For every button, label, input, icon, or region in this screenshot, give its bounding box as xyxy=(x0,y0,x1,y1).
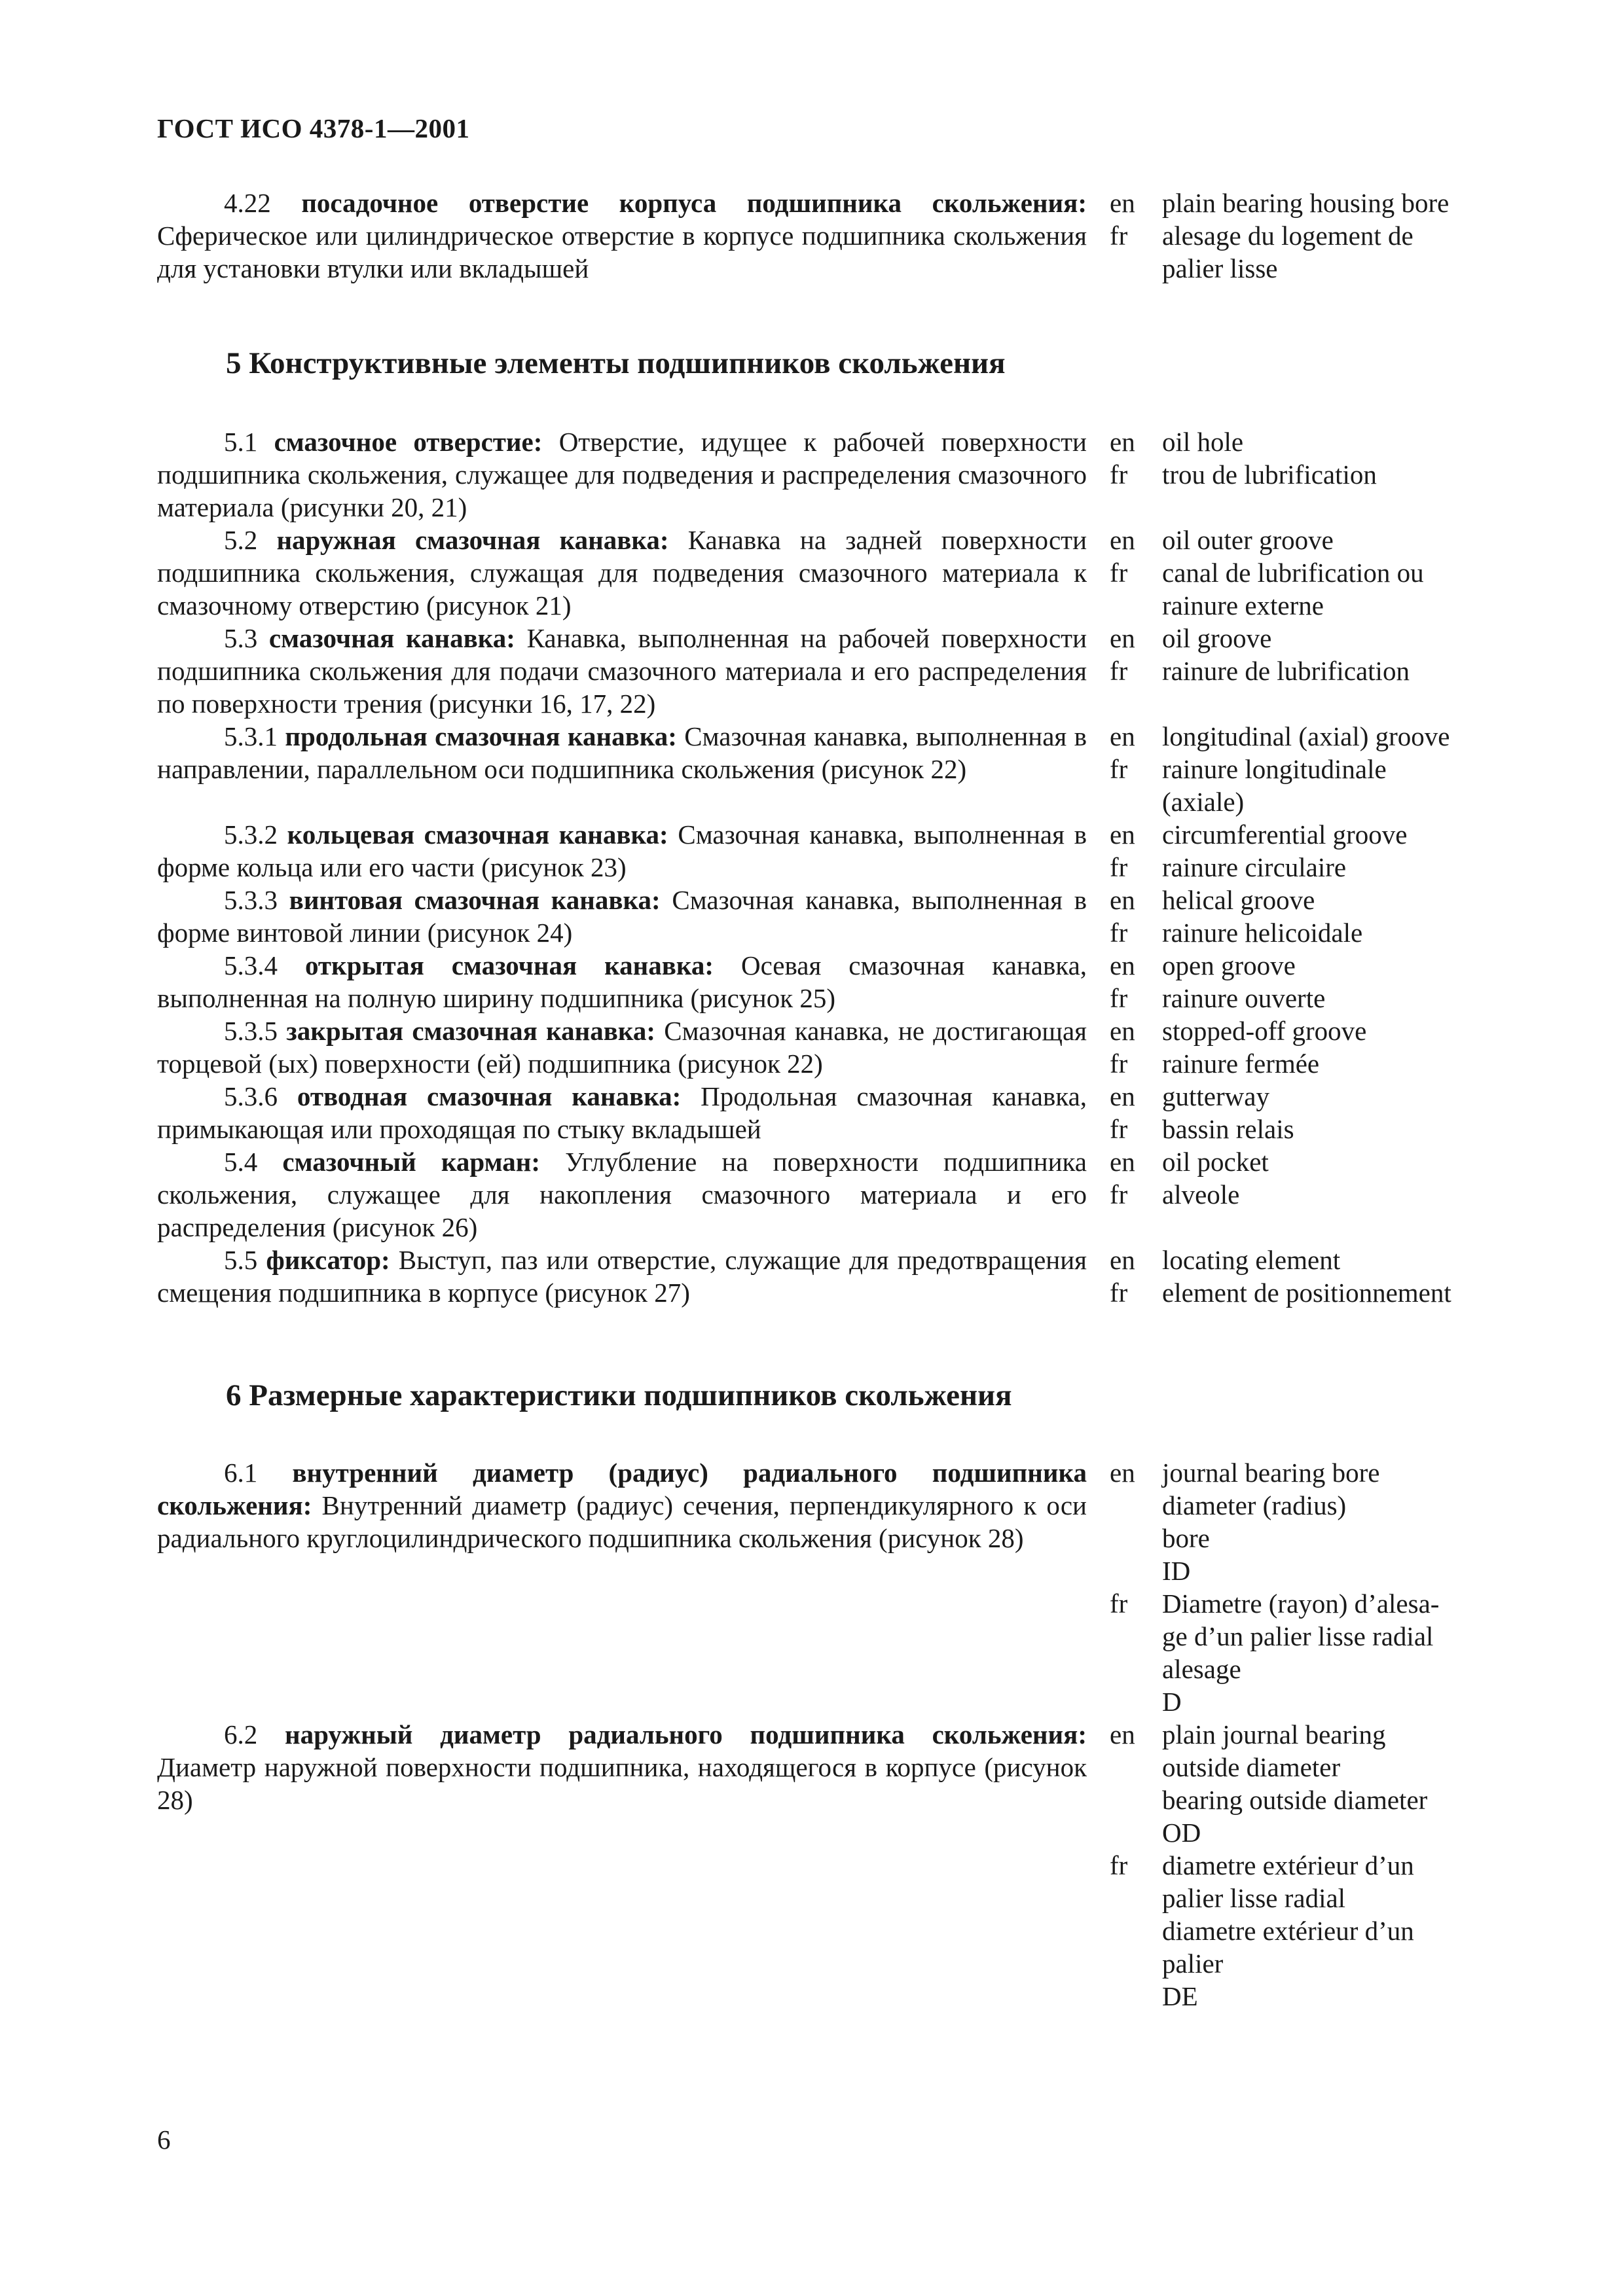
term-number: 5.1 xyxy=(224,427,258,457)
foreign-terms xyxy=(1162,187,1503,285)
term-definition-ru xyxy=(157,1456,1087,1554)
foreign-term: plain journal bearing xyxy=(1162,1719,1386,1749)
term-definition-ru xyxy=(157,1080,1087,1145)
foreign-terms xyxy=(1162,1014,1503,1080)
term-definition-ru xyxy=(157,1145,1087,1244)
lang-code: en xyxy=(1110,721,1135,751)
term-number: 4.22 xyxy=(224,188,271,218)
term-text: Отверстие, идущее к рабочей поверхности подшипника скольжения, служащее для подведения и распределения смазочного материала (рисунки 20, 21) xyxy=(157,427,1087,522)
lang-code: fr xyxy=(1110,1049,1128,1079)
foreign-term: rainure circulaire xyxy=(1162,852,1347,882)
lang-code: en xyxy=(1110,1719,1135,1749)
lang-code: fr xyxy=(1110,1179,1128,1210)
foreign-term: Diametre (rayon) d’alesa- xyxy=(1162,1588,1440,1619)
foreign-terms xyxy=(1162,1080,1503,1145)
term-title: наружная смазочная канавка: xyxy=(276,525,669,555)
lang-code: en xyxy=(1110,1245,1135,1275)
term-title: внутренний диаметр (радиус) радиального подшипника скольжения: xyxy=(157,1458,1087,1520)
foreign-term: OD xyxy=(1162,1818,1201,1848)
term-text: Осевая смазочная канавка, выполненная на полную ширину подшипника (рисунок 25) xyxy=(157,950,1087,1013)
foreign-terms xyxy=(1162,1244,1503,1309)
foreign-term: bore xyxy=(1162,1523,1210,1553)
lang-code: fr xyxy=(1110,1588,1128,1619)
foreign-term: open groove xyxy=(1162,950,1296,980)
foreign-terms xyxy=(1162,884,1503,949)
foreign-terms xyxy=(1162,720,1503,818)
term-number: 5.3.3 xyxy=(224,885,278,915)
lang-code: fr xyxy=(1110,852,1128,882)
foreign-term: circumferential groove xyxy=(1162,819,1408,850)
foreign-terms xyxy=(1162,425,1503,491)
term-title: посадочное отверстие корпуса подшипника скольжения: xyxy=(301,188,1087,218)
term-text: Смазочная канавка, выполненная в направлении, параллельном оси подшипника скольжения (рисунок 22) xyxy=(157,721,1087,784)
foreign-term: stopped-off groove xyxy=(1162,1016,1367,1046)
term-number: 5.3.4 xyxy=(224,950,278,980)
term-definition-ru xyxy=(157,949,1087,1014)
foreign-term: rainure externe xyxy=(1162,590,1324,620)
term-number: 5.3.2 xyxy=(224,819,278,850)
foreign-terms xyxy=(1162,818,1503,884)
term-title: фиксатор: xyxy=(266,1245,390,1275)
term-text: Внутренний диаметр (радиус) сечения, перпендикулярного к оси радиального круглоцилиндрического подшипника скольжения (рисунок 28) xyxy=(157,1490,1087,1553)
term-number: 5.2 xyxy=(224,525,258,555)
language-codes xyxy=(1110,524,1149,589)
foreign-term: gutterway xyxy=(1162,1081,1269,1111)
lang-code: fr xyxy=(1110,1114,1128,1144)
term-definition-ru xyxy=(157,818,1087,884)
lang-code: en xyxy=(1110,427,1135,457)
term-title: смазочное отверстие: xyxy=(274,427,543,457)
lang-code: fr xyxy=(1110,656,1128,686)
term-definition-ru xyxy=(157,720,1087,785)
language-codes xyxy=(1110,720,1149,785)
document-header: ГОСТ ИСО 4378-1—2001 xyxy=(157,113,470,143)
term-number: 5.5 xyxy=(224,1245,258,1275)
lang-code: en xyxy=(1110,819,1135,850)
language-codes xyxy=(1110,1244,1149,1309)
foreign-term: canal de lubrification ou xyxy=(1162,558,1424,588)
lang-code: fr xyxy=(1110,754,1128,784)
term-definition-ru xyxy=(157,884,1087,949)
term-title: смазочная канавка: xyxy=(268,623,515,653)
term-definition-ru xyxy=(157,622,1087,720)
term-number: 5.3.6 xyxy=(224,1081,278,1111)
foreign-term: helical groove xyxy=(1162,885,1315,915)
term-definition-ru xyxy=(157,524,1087,622)
foreign-term: palier xyxy=(1162,1948,1224,1979)
term-title: закрытая смазочная канавка: xyxy=(286,1016,655,1046)
foreign-term: bassin relais xyxy=(1162,1114,1294,1144)
foreign-terms xyxy=(1162,622,1503,687)
term-definition-ru xyxy=(157,1014,1087,1080)
foreign-terms xyxy=(1162,1145,1503,1211)
foreign-term: plain bearing housing bore xyxy=(1162,188,1450,218)
language-codes xyxy=(1110,622,1149,687)
foreign-term: diameter (radius) xyxy=(1162,1490,1347,1520)
foreign-terms xyxy=(1162,524,1503,622)
foreign-term: oil hole xyxy=(1162,427,1244,457)
foreign-term: alesage du logement de xyxy=(1162,221,1413,251)
foreign-term: rainure ouverte xyxy=(1162,983,1326,1013)
term-number: 5.3.1 xyxy=(224,721,278,751)
foreign-term: journal bearing bore xyxy=(1162,1458,1380,1488)
term-number: 5.3.5 xyxy=(224,1016,278,1046)
term-text: Смазочная канавка, выполненная в форме кольца или его части (рисунок 23) xyxy=(157,819,1087,882)
lang-code: fr xyxy=(1110,221,1128,251)
lang-code: fr xyxy=(1110,459,1128,490)
lang-code: fr xyxy=(1110,1278,1128,1308)
foreign-terms xyxy=(1162,1456,1503,1718)
term-title: отводная смазочная канавка: xyxy=(297,1081,682,1111)
foreign-terms xyxy=(1162,1718,1503,2013)
language-codes xyxy=(1110,1080,1149,1145)
section-heading: 5 Конструктивные элементы подшипников скольжения xyxy=(226,346,1006,380)
term-text: Продольная смазочная канавка, примыкающая или проходящая по стыку вкладышей xyxy=(157,1081,1087,1144)
foreign-term: oil outer groove xyxy=(1162,525,1334,555)
foreign-term: element de positionnement xyxy=(1162,1278,1451,1308)
foreign-term: diametre extérieur d’un xyxy=(1162,1916,1414,1946)
term-definition-ru xyxy=(157,187,1087,285)
foreign-term: rainure fermée xyxy=(1162,1049,1320,1079)
foreign-terms xyxy=(1162,949,1503,1014)
lang-code: fr xyxy=(1110,1850,1128,1880)
term-title: винтовая смазочная канавка: xyxy=(289,885,661,915)
term-title: смазочный карман: xyxy=(282,1147,540,1177)
language-codes xyxy=(1110,1014,1149,1080)
foreign-term: trou de lubrification xyxy=(1162,459,1377,490)
language-codes xyxy=(1110,1718,1149,1882)
term-definition-ru xyxy=(157,1718,1087,1816)
language-codes xyxy=(1110,1145,1149,1211)
term-title: кольцевая смазочная канавка: xyxy=(287,819,668,850)
term-text: Канавка на задней поверхности подшипника скольжения, служащая для подведения смазочного материала к смазочному отверстию (рисунок 21) xyxy=(157,525,1087,620)
lang-code: en xyxy=(1110,1016,1135,1046)
term-number: 6.1 xyxy=(224,1458,258,1488)
lang-code: en xyxy=(1110,1147,1135,1177)
foreign-term: D xyxy=(1162,1687,1182,1717)
foreign-term: diametre extérieur d’un xyxy=(1162,1850,1414,1880)
foreign-term: bearing outside diameter xyxy=(1162,1785,1428,1815)
foreign-term: rainure de lubrification xyxy=(1162,656,1410,686)
foreign-term: DE xyxy=(1162,1981,1198,2011)
term-definition-ru xyxy=(157,1244,1087,1309)
page-number: 6 xyxy=(157,2125,171,2155)
foreign-term: alesage xyxy=(1162,1654,1241,1684)
foreign-term: locating element xyxy=(1162,1245,1341,1275)
language-codes xyxy=(1110,949,1149,1014)
term-title: наружный диаметр радиального подшипника скольжения: xyxy=(285,1719,1087,1749)
foreign-term: ge d’un palier lisse radial xyxy=(1162,1621,1434,1651)
foreign-term: alveole xyxy=(1162,1179,1240,1210)
lang-code: en xyxy=(1110,188,1135,218)
term-text: Сферическое или цилиндрическое отверстие в корпусе подшипника скольжения для установки втулки или вкладышей xyxy=(157,221,1087,283)
lang-code: en xyxy=(1110,1458,1135,1488)
language-codes xyxy=(1110,187,1149,252)
language-codes xyxy=(1110,884,1149,949)
lang-code: fr xyxy=(1110,558,1128,588)
lang-code: en xyxy=(1110,525,1135,555)
section-heading: 6 Размерные характеристики подшипников скольжения xyxy=(226,1378,1012,1412)
lang-code: en xyxy=(1110,623,1135,653)
foreign-term: oil pocket xyxy=(1162,1147,1269,1177)
foreign-term: palier lisse xyxy=(1162,253,1278,283)
foreign-term: oil groove xyxy=(1162,623,1272,653)
lang-code: fr xyxy=(1110,983,1128,1013)
lang-code: en xyxy=(1110,885,1135,915)
term-title: открытая смазочная канавка: xyxy=(304,950,714,980)
language-codes xyxy=(1110,425,1149,491)
lang-code: en xyxy=(1110,950,1135,980)
term-text: Выступ, паз или отверстие, служащие для предотвращения смещения подшипника в корпусе (рисунок 27) xyxy=(157,1245,1087,1308)
term-text: Диаметр наружной поверхности подшипника, находящегося в корпусе (рисунок 28) xyxy=(157,1752,1087,1815)
term-text: Канавка, выполненная на рабочей поверхности подшипника скольжения для подачи смазочного материала и его распределения по поверхности трения (рисунки 16, 17, 22) xyxy=(157,623,1087,719)
language-codes xyxy=(1110,1456,1149,1620)
foreign-term: palier lisse radial xyxy=(1162,1883,1346,1913)
lang-code: fr xyxy=(1110,918,1128,948)
foreign-term: ID xyxy=(1162,1556,1191,1586)
foreign-term: (axiale) xyxy=(1162,787,1245,817)
term-number: 5.4 xyxy=(224,1147,258,1177)
foreign-term: rainure longitudinale xyxy=(1162,754,1387,784)
foreign-term: outside diameter xyxy=(1162,1752,1341,1782)
term-text: Смазочная канавка, выполненная в форме винтовой линии (рисунок 24) xyxy=(157,885,1087,948)
lang-code: en xyxy=(1110,1081,1135,1111)
term-title: продольная смазочная канавка: xyxy=(285,721,677,751)
term-definition-ru xyxy=(157,425,1087,524)
foreign-term: rainure helicoidale xyxy=(1162,918,1363,948)
language-codes xyxy=(1110,818,1149,884)
term-number: 6.2 xyxy=(224,1719,258,1749)
term-text: Углубление на поверхности подшипника скольжения, служащее для накопления смазочного материала и его распределения (рисунок 26) xyxy=(157,1147,1087,1242)
term-number: 5.3 xyxy=(224,623,258,653)
foreign-term: longitudinal (axial) groove xyxy=(1162,721,1450,751)
term-text: Смазочная канавка, не достигающая торцевой (ых) поверхности (ей) подшипника (рисунок 22) xyxy=(157,1016,1087,1079)
